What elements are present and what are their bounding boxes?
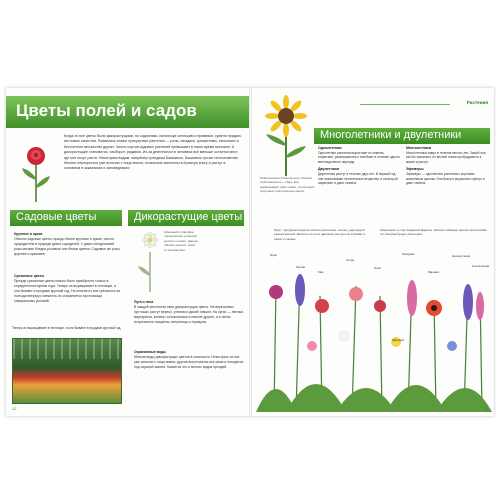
box-ephemerals-text: Эфемеры — однолетние растения с коротким жизненным циклом. Они быстро вырастают, цветут и дают семена.	[406, 171, 485, 186]
box-perennials	[406, 146, 488, 186]
rose-illustration	[14, 140, 58, 204]
garden-item-1-text: Обычно садовые цветы гораздо более крупные и яркие, чем их прародители в природе диких сородичей. У диких сегодняшней розы мелкие бледно-розовые или белые цветки. Садовые же розы крупнее и красивее.	[14, 237, 120, 256]
garden-item-2	[14, 274, 120, 304]
garden-item-2-text: Прежде срезанные цветы можно было приобрести только в определенное время года. Теперь их выращивают в теплицах, и они бывают в продаже круглый год. Но многие из них срезаются за полгода вперед и свежесть их сохраняется при помощи специальных условий.	[14, 279, 120, 303]
section-tag: Растения	[466, 100, 488, 105]
garden-item-1-head: Крупные и яркие	[14, 232, 43, 236]
page-title: Цветы полей и садов	[16, 101, 197, 120]
garden-flowers-title: Садовые цветы	[16, 211, 97, 223]
wild-flowers-bar	[128, 210, 244, 226]
flower-label-6: Гвоздика	[402, 252, 415, 256]
right-page	[252, 88, 494, 416]
page-number-left: 12	[12, 406, 17, 411]
book-spread	[6, 88, 494, 416]
box-perennials-text: Многолетники живут в течение многих лет. Зимой они как бы засыпают, но весной снова пробуждаются к жизни и растут.	[406, 150, 486, 164]
box-annuals	[318, 146, 400, 186]
garden-flowers-bar	[10, 210, 122, 226]
garden-item-1	[14, 232, 120, 257]
box-ephemerals-head: Эфемеры	[406, 167, 424, 172]
edelweiss-caption: Эдельвейс стройна-тый растет в Альпах высоко в горах. Цветы обычно мелкие, зато их множество.	[164, 230, 198, 252]
flower-label-5: Роза	[374, 266, 381, 270]
flower-scene-illustration	[256, 246, 492, 412]
wild-item-2-head: Охраняемые виды	[134, 350, 166, 354]
wild-item-2	[134, 350, 244, 370]
flower-label-4: Астра	[346, 258, 355, 262]
left-page	[6, 88, 249, 416]
greenhouse-photo	[12, 338, 122, 404]
mid-text-right: Эдельвейс из гор Северной Европы. Многие садовые цветы происходят от дикорастущих растений.	[380, 228, 488, 237]
wild-item-1	[134, 300, 244, 325]
section-rule	[360, 104, 450, 105]
perennials-title: Многолетники и двулетники	[320, 129, 462, 141]
wild-item-1-text: В каждой местности свои дикорастущие цветы. На вересковых пустошах растут вереск, утесник и дикий тимьян. На лугах — лютики, маргаритки, клевер, колокольчики и многие другие, а в лесах встречаются гиацинты, ветреницы и примулы.	[134, 305, 244, 324]
wild-item-1-head: Луга и леса	[134, 300, 154, 304]
box-annuals-text: Однолетние растения вырастают из семени, отцветают, размножаются и погибают в течение одного вегетационного периода.	[318, 150, 400, 164]
box-perennials-head: Многолетники	[406, 146, 432, 150]
flower-label-3: Мак	[318, 270, 324, 274]
box-biennials-text: Двулетники растут в течение двух лет. В первый год они накапливают питательные вещества, а на второй зацветают и дают семена.	[318, 171, 398, 186]
perennials-bar	[314, 128, 490, 144]
title-bar	[6, 96, 249, 128]
box-annuals-head: Однолетники	[318, 146, 342, 150]
flower-label-7: Мальва	[428, 270, 439, 274]
intro-text: Когда-то все цветы были дикорастущими, но садовники, используя селекцию и прививки, сумели придать им новые качества. Появились новые прекрасные растения — розы, гвоздики, хризантемы, тюльпаны и бессчетное множество других. Число сортов садовых растений превышает в наше время миллион. А дикорастущие становятся, наоборот, редкими. Из-за деятельности человека все меньше остается мест, где они могут расти. Некоторым видам, например орхидеям Башмачок, Башмачок грозит исчезновение. Многие перекрестья уже исчезли с лица земли, остальные занесены в Красную книгу и растут в основном в заказниках и заповедниках.	[64, 134, 242, 171]
flower-label-8: Наперстянка	[452, 254, 470, 258]
sunflower-caption: Подсолнечник (однолетник). Родина подсолнечника — Перу. Его выращивают ради семян, из которых получают подсолнечное масло.	[260, 176, 315, 193]
flower-label-9: Колокольчик	[472, 264, 490, 268]
wild-item-2-text: Многие виды дикорастущих цветов в опасности. Некоторые из них уже исчезли с лица земли, другие встречаются все реже и находятся под охраной закона. Касается это и многих видов орхидей.	[134, 355, 244, 369]
garden-item-2-head: Срезанные цветы	[14, 274, 45, 278]
mid-text-left: Ирис, пурпурный цветок дикого растения, лютик, цветущий ранней весной. Многие из этих цветков растут на клумбах в садах и парках.	[274, 228, 366, 241]
greenhouse-roof	[13, 339, 121, 359]
flower-label-10: Шалфей	[392, 338, 404, 342]
sunflower-illustration	[258, 94, 314, 176]
flower-label-2: Люпин	[296, 265, 306, 269]
wild-flowers-title: Дикорастущие цветы	[134, 211, 243, 223]
greenhouse-caption: Теперь их выращивают в теплицах, и они бывают в продаже круглый год.	[12, 326, 122, 330]
box-biennials-head: Двулетники	[318, 167, 339, 172]
page-number-right: 13	[483, 406, 488, 411]
edelweiss-illustration	[136, 230, 164, 294]
flower-label-1: Ирис	[270, 253, 278, 257]
